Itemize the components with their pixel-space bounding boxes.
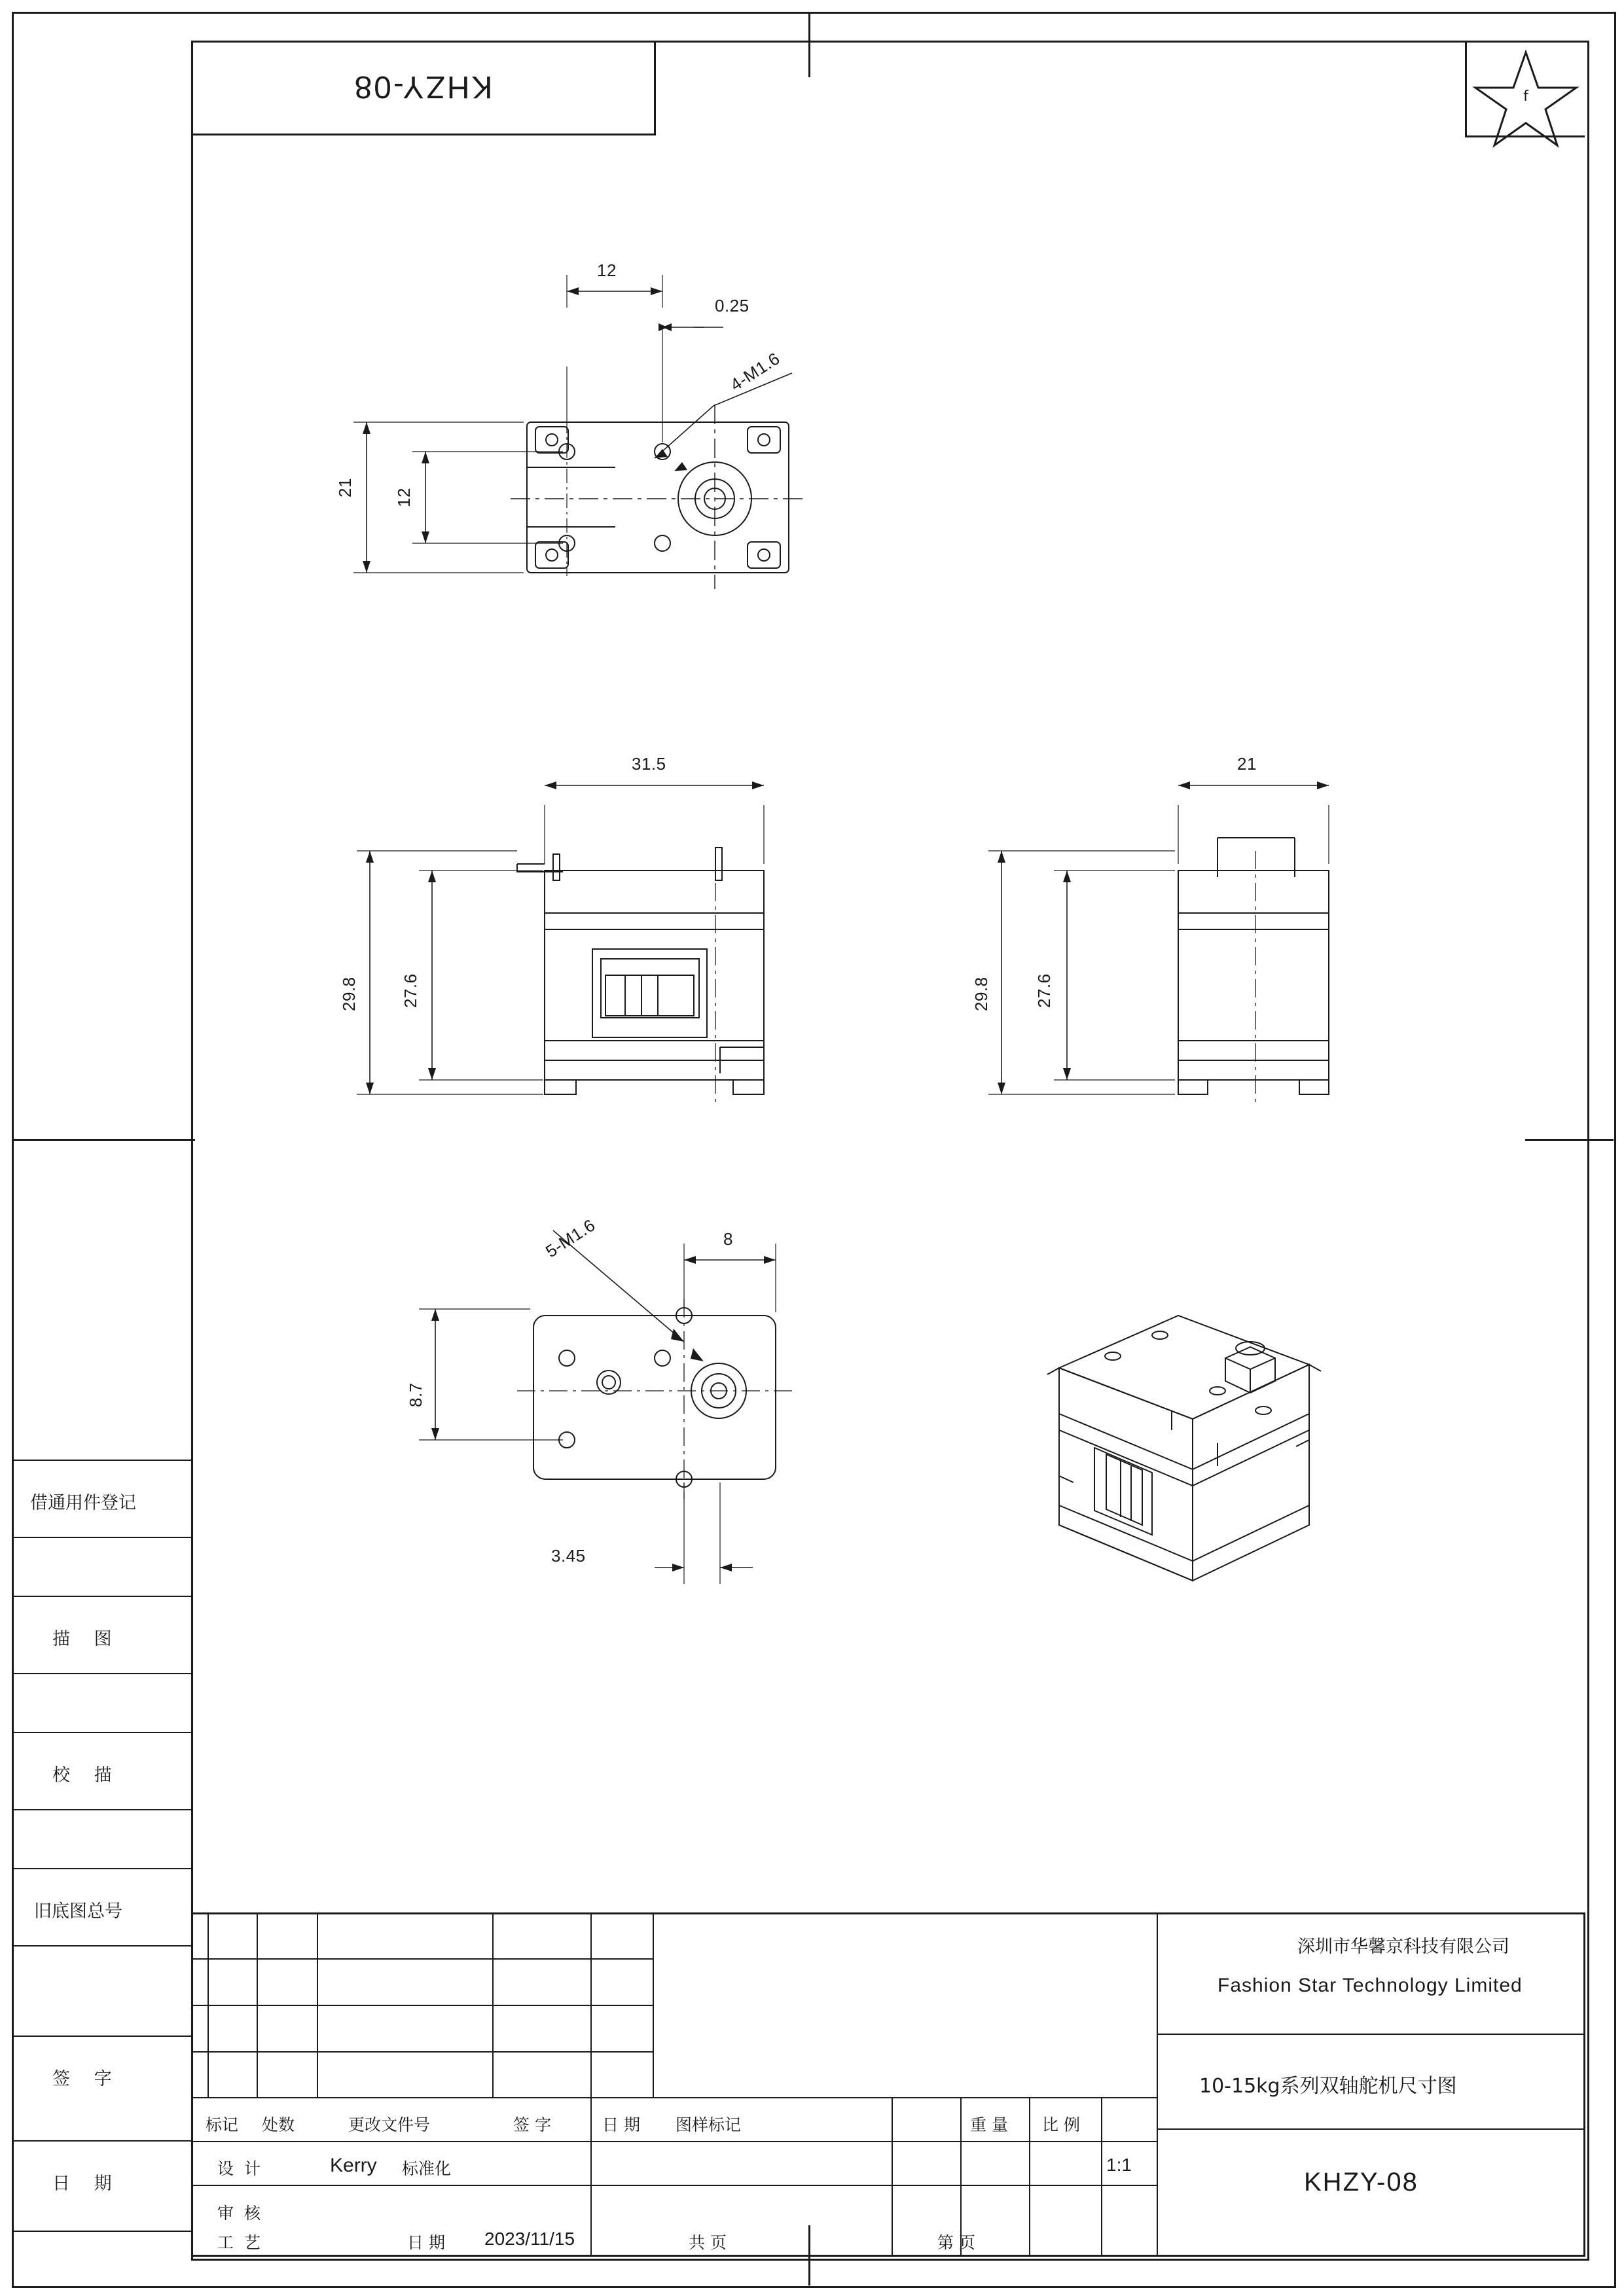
bottom-view-dim-3-45: 3.45 <box>551 1546 586 1566</box>
left-row-label-1: 描 图 <box>52 1629 121 1649</box>
scale-label: 比 例 <box>1042 2115 1080 2134</box>
left-row-label-2: 校 描 <box>52 1765 121 1785</box>
weight-label: 重 量 <box>970 2115 1008 2134</box>
part-number: KHZY-08 <box>1304 2168 1418 2197</box>
sheet-total-label: 共 页 <box>689 2233 727 2252</box>
left-row-label-0: 借通用件登记 <box>30 1493 136 1513</box>
left-records-column <box>12 1460 193 2286</box>
part-code-box <box>191 41 656 135</box>
bottom-view-dim-8-7: 8.7 <box>406 1382 425 1407</box>
bottom-view-callout-5-m16: 5-M1.6 <box>542 1215 599 1262</box>
top-view-dim-12-horizontal: 12 <box>597 260 617 280</box>
rev-header-0: 标记 <box>206 2115 239 2134</box>
left-row-label-4: 签 字 <box>52 2069 121 2089</box>
mark-label: 图样标记 <box>676 2115 742 2134</box>
rev-header-2: 更改文件号 <box>348 2115 431 2134</box>
standardization-label: 标准化 <box>402 2159 452 2178</box>
star-logo-icon <box>1475 52 1576 145</box>
logo-box <box>1465 41 1585 137</box>
date-label: 日 期 <box>407 2233 445 2252</box>
designer-name: Kerry <box>330 2155 377 2176</box>
role-label-0: 设 计 <box>217 2159 263 2178</box>
sheet-no-label: 第 页 <box>937 2233 975 2252</box>
role-label-2: 工 艺 <box>217 2233 263 2252</box>
bottom-view-dim-8: 8 <box>723 1229 733 1249</box>
front-view-dim-29-8: 29.8 <box>339 977 359 1011</box>
left-row-label-3: 旧底图总号 <box>34 1901 122 1922</box>
top-view-dim-12-vertical: 12 <box>394 488 414 507</box>
left-row-label-5: 日 期 <box>52 2174 121 2194</box>
part-code-label: KHZY-08 <box>352 69 493 105</box>
date-value: 2023/11/15 <box>484 2229 575 2249</box>
drawing-title: 10-15kg系列双轴舵机尺寸图 <box>1199 2075 1457 2098</box>
top-view-dim-21: 21 <box>335 478 355 497</box>
rev-header-1: 处数 <box>262 2115 295 2134</box>
company-name-en: Fashion Star Technology Limited <box>1218 1975 1523 1996</box>
front-view-dim-31-5: 31.5 <box>632 754 666 774</box>
role-label-1: 审 核 <box>217 2204 263 2223</box>
rev-header-3: 签 字 <box>513 2115 551 2134</box>
center-mark-right <box>1525 1139 1614 1141</box>
center-mark-left <box>12 1139 195 1141</box>
title-block <box>191 1912 1585 2257</box>
scale-value: 1:1 <box>1106 2155 1132 2175</box>
top-view-callout-4-m16: 4-M1.6 <box>727 348 784 395</box>
rev-header-4: 日 期 <box>602 2115 640 2134</box>
side-view-dim-29-8: 29.8 <box>971 977 991 1011</box>
side-view-dim-27-6: 27.6 <box>1034 973 1054 1008</box>
company-name-cn: 深圳市华馨京科技有限公司 <box>1297 1937 1509 1957</box>
top-view-dim-0-25: 0.25 <box>715 296 749 315</box>
center-mark-top <box>808 12 810 77</box>
svg-text:f: f <box>1523 88 1528 105</box>
side-view-dim-21: 21 <box>1237 754 1257 774</box>
front-view-dim-27-6: 27.6 <box>401 973 420 1008</box>
